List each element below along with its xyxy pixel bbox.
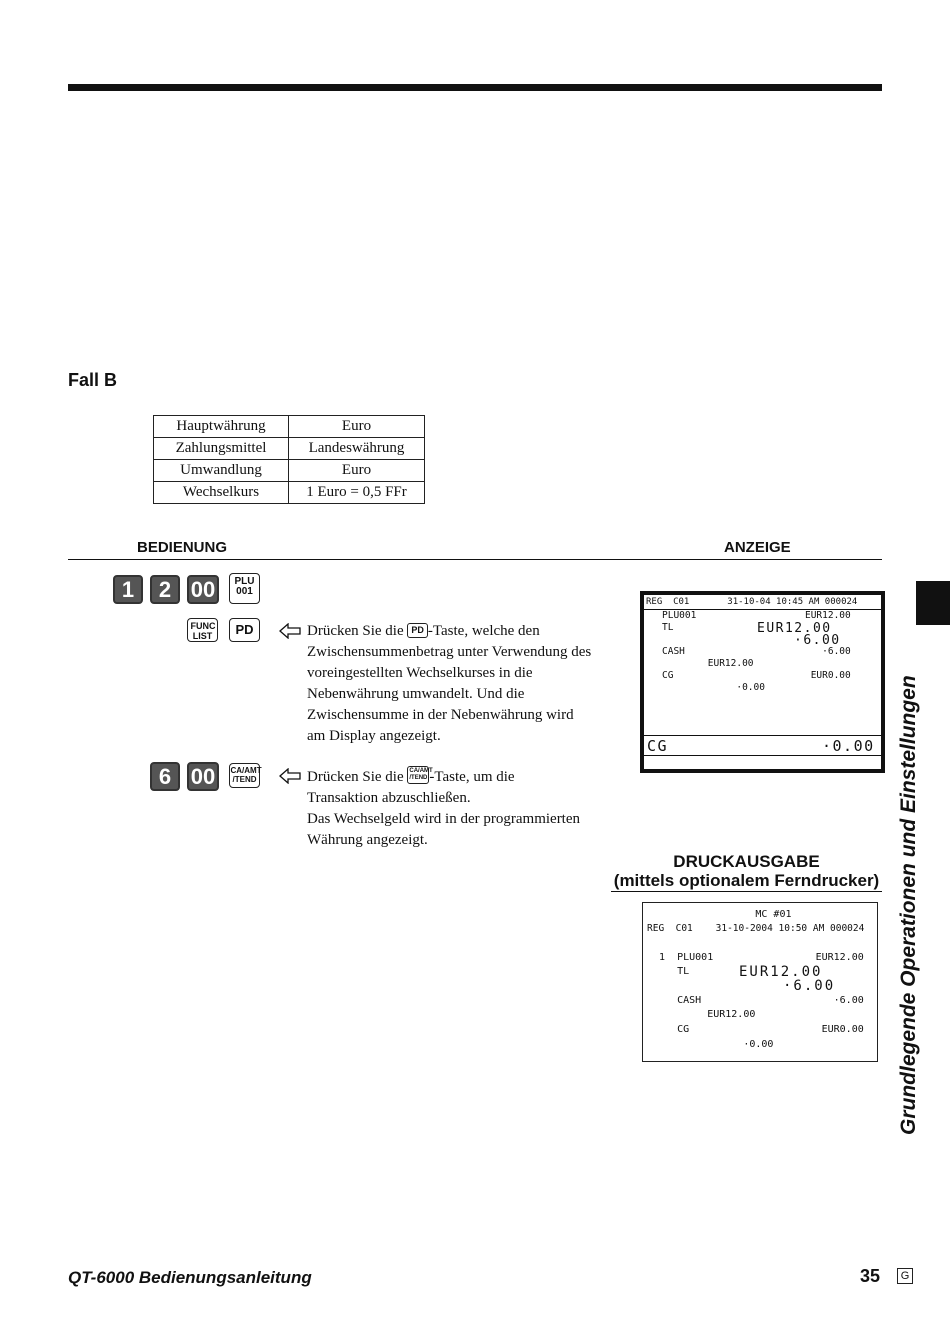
- receipt-line: ·0.00: [647, 1039, 774, 1050]
- print-title: DRUCKAUSGABE (mittels optionalem Ferndrucker): [613, 852, 880, 890]
- lcd-display: [640, 591, 885, 773]
- top-rule: [68, 84, 882, 91]
- page-number: 35: [860, 1266, 881, 1286]
- receipt-line: 1 PLU001 EUR12.00: [647, 952, 864, 963]
- lcd-line-cg: CG EUR0.00: [662, 670, 851, 681]
- lcd-line-tl: TL: [662, 622, 674, 633]
- table-row: Wechselkurs 1 Euro = 0,5 FFr: [154, 482, 425, 504]
- key-plu-001-label: PLU 001: [234, 576, 255, 597]
- key-ca-amt-tend: [229, 763, 260, 788]
- settings-table: [153, 415, 425, 504]
- receipt-big-total: EUR12.00: [739, 964, 823, 980]
- lcd-header: REG C01 31-10-04 10:45 AM 000024: [646, 597, 858, 607]
- key-func-list: [187, 618, 218, 642]
- chapter-title: Grundlegende Operationen und Einstellungen: [897, 675, 920, 1135]
- key-plu-001: [229, 573, 260, 604]
- receipt-big-converted: ·6.00: [783, 978, 836, 994]
- step-3-description: Drücken Sie die CA/AMT /TEND -Taste, um die Transaktion abzuschließen. Das Wechselgeld wird in der programmierten Währung angezeigt.: [307, 768, 581, 848]
- case-title: Fall B: [68, 370, 118, 390]
- key-2: 2: [150, 575, 180, 604]
- inline-pd-key: PD: [407, 623, 428, 638]
- step-2-description: Drücken Sie die PD -Taste, welche den Zwischensummenbetrag unter Verwendung des voreingestellten Wechselkurses in die Nebenwährung umwandelt. Und die Zwischensumme in der Nebenwährung wird am Display angezeigt.: [307, 623, 592, 744]
- arrow-left-icon: [279, 768, 301, 784]
- key-00: 00: [187, 575, 219, 604]
- key-6: 6: [150, 762, 180, 791]
- operation-header: BEDIENUNG: [137, 539, 228, 556]
- display-header: ANZEIGE: [724, 539, 791, 556]
- key-pd: PD: [229, 618, 260, 642]
- receipt-line: MC #01: [647, 909, 792, 920]
- lcd-footer-rule-bottom: [644, 755, 881, 756]
- lcd-line-cash: CASH ·6.00: [662, 646, 851, 657]
- key-ca-amt-tend-label: CA/AMT /TEND: [230, 766, 262, 784]
- language-badge: G: [897, 1268, 913, 1284]
- receipt-line: EUR12.00: [647, 1009, 756, 1020]
- table-row: Hauptwährung Euro: [154, 416, 425, 438]
- key-00: 00: [187, 762, 219, 791]
- receipt: [642, 902, 878, 1062]
- lcd-line-change: ·0.00: [662, 682, 765, 693]
- lcd-big-total: EUR12.00: [757, 621, 832, 636]
- lcd-line-plu: PLU001 EUR12.00: [662, 610, 851, 621]
- lcd-line-eur: EUR12.00: [662, 658, 754, 669]
- table-row: Zahlungsmittel Landeswährung: [154, 438, 425, 460]
- receipt-line: REG C01 31-10-2004 10:50 AM 000024: [647, 923, 865, 934]
- key-1: 1: [113, 575, 143, 604]
- chapter-tab: [916, 581, 950, 625]
- receipt-line: TL: [647, 966, 690, 977]
- inline-ca-amt-tend-key: CA/AMT /TEND: [407, 766, 429, 784]
- header-rule: [68, 559, 882, 560]
- receipt-line: CG EUR0.00: [647, 1024, 864, 1035]
- footer-manual-title: QT-6000 Bedienungsanleitung: [68, 1268, 312, 1287]
- lcd-footer-rule-top: [644, 735, 881, 736]
- receipt-line: CASH ·6.00: [647, 995, 864, 1006]
- key-func-list-label: FUNC LIST: [190, 621, 216, 641]
- lcd-footer-label: CG: [647, 737, 669, 755]
- lcd-footer-value: ·0.00: [822, 737, 875, 755]
- print-rule: [611, 891, 882, 892]
- arrow-left-icon: [279, 623, 301, 639]
- lcd-big-converted: ·6.00: [794, 633, 841, 648]
- table-row: Umwandlung Euro: [154, 460, 425, 482]
